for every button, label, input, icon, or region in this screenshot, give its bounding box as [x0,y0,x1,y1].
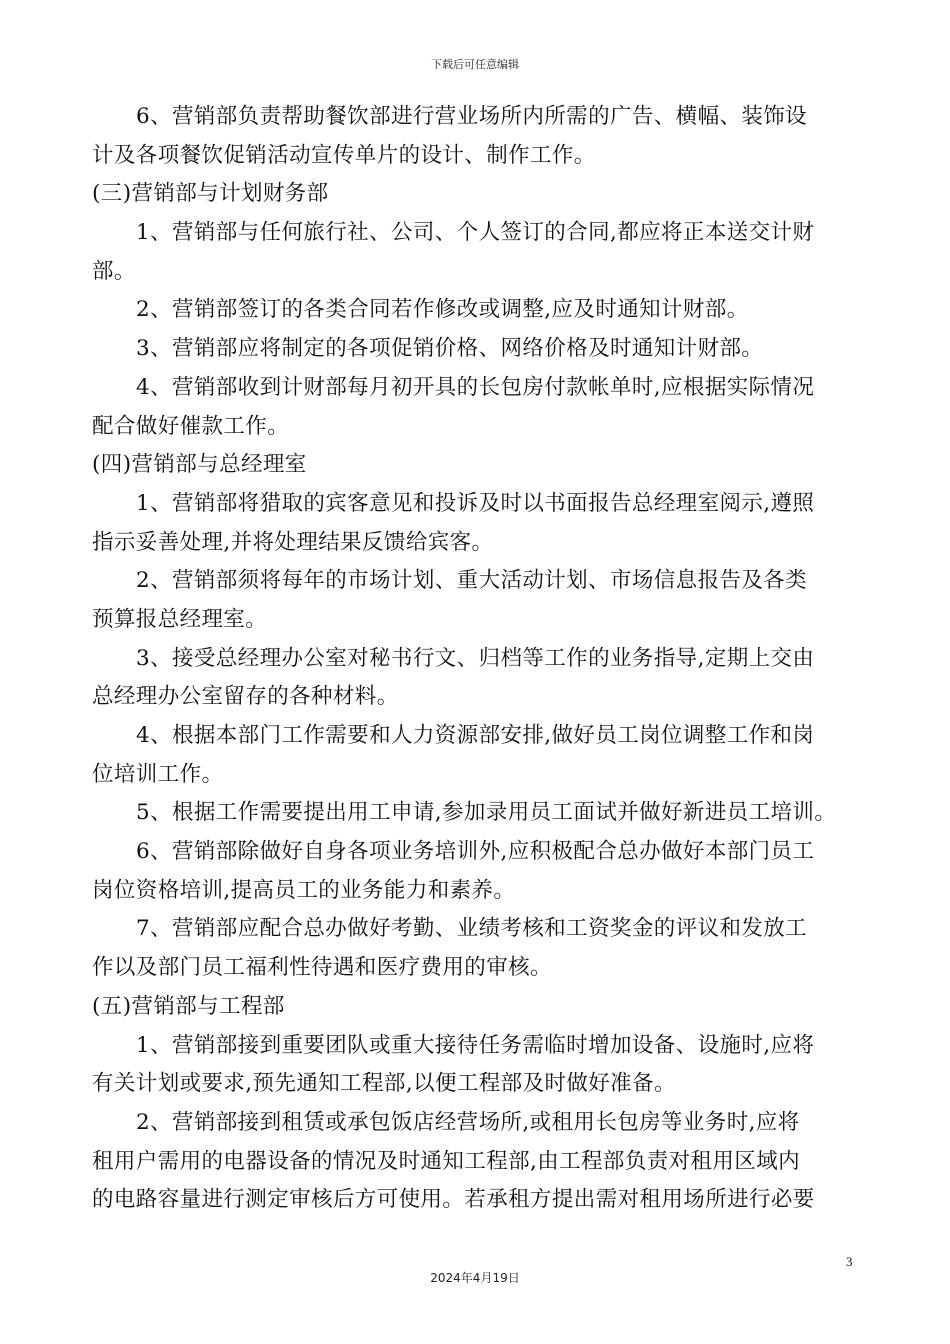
text-line: 租用户需用的电器设备的情况及时通知工程部,由工程部负责对租用区域内 [92,1148,801,1174]
text-line: 3、营销部应将制定的各项促销价格、网络价格及时通知计财部。 [136,336,764,362]
header-note: 下载后可任意编辑 [431,58,519,71]
text-line: 4、营销部收到计财部每月初开具的长包房付款帐单时,应根据实际情况 [136,374,815,400]
text-line: 5、根据工作需要提出用工申请,参加录用员工面试并做好新进员工培训。 [136,800,837,826]
text-line: 配合做好催款工作。 [92,413,290,439]
text-line: 指示妥善处理,并将处理结果反馈给宾客。 [92,529,494,555]
text-line: 部。 [92,258,136,284]
text-line: 岗位资格培训,提高员工的业务能力和素养。 [92,877,516,903]
text-line: 有关计划或要求,预先通知工程部,以便工程部及时做好准备。 [92,1071,676,1097]
footer-date: 2024年4月19日 [430,1271,520,1285]
text-line: 位培训工作。 [92,761,224,787]
text-line: 2、营销部接到租赁或承包饭店经营场所,或租用长包房等业务时,应将 [136,1109,800,1135]
text-line: 7、营销部应配合总办做好考勤、业绩考核和工资奖金的评议和发放工 [136,916,808,942]
text-line: 的电路容量进行测定审核后方可使用。若承租方提出需对租用场所进行必要 [92,1187,815,1213]
text-line: 1、营销部接到重要团队或重大接待任务需临时增加设备、设施时,应将 [136,1032,815,1058]
text-line: 预算报总经理室。 [92,606,268,632]
text-line: 1、营销部与任何旅行社、公司、个人签订的合同,都应将正本送交计财 [136,220,815,246]
text-line: 6、营销部负责帮助餐饮部进行营业场所内所需的广告、横幅、装饰设 [136,104,808,129]
page-number: 3 [846,1254,853,1269]
text-line: 计及各项餐饮促销活动宣传单片的设计、制作工作。 [92,142,596,168]
text-line: 总经理办公室留存的各种材料。 [92,684,399,710]
text-line: (五)营销部与工程部 [92,993,285,1019]
text-line: 4、根据本部门工作需要和人力资源部安排,做好员工岗位调整工作和岗 [136,723,815,748]
text-line: 1、营销部将猎取的宾客意见和投诉及时以书面报告总经理室阅示,遵照 [136,490,815,516]
text-line: 作以及部门员工福利性待遇和医疗费用的审核。 [92,955,552,981]
document-body [92,98,862,1220]
text-line: 3、接受总经理办公室对秘书行文、归档等工作的业务指导,定期上交由 [136,645,815,671]
text-line: (三)营销部与计划财务部 [92,181,329,207]
text-line: 6、营销部除做好自身各项业务培训外,应积极配合总办做好本部门员工 [136,839,815,865]
text-line: 2、营销部签订的各类合同若作修改或调整,应及时通知计财部。 [136,297,749,323]
text-line: (四)营销部与总经理室 [92,452,307,478]
text-line: 2、营销部须将每年的市场计划、重大活动计划、市场信息报告及各类 [136,568,808,594]
